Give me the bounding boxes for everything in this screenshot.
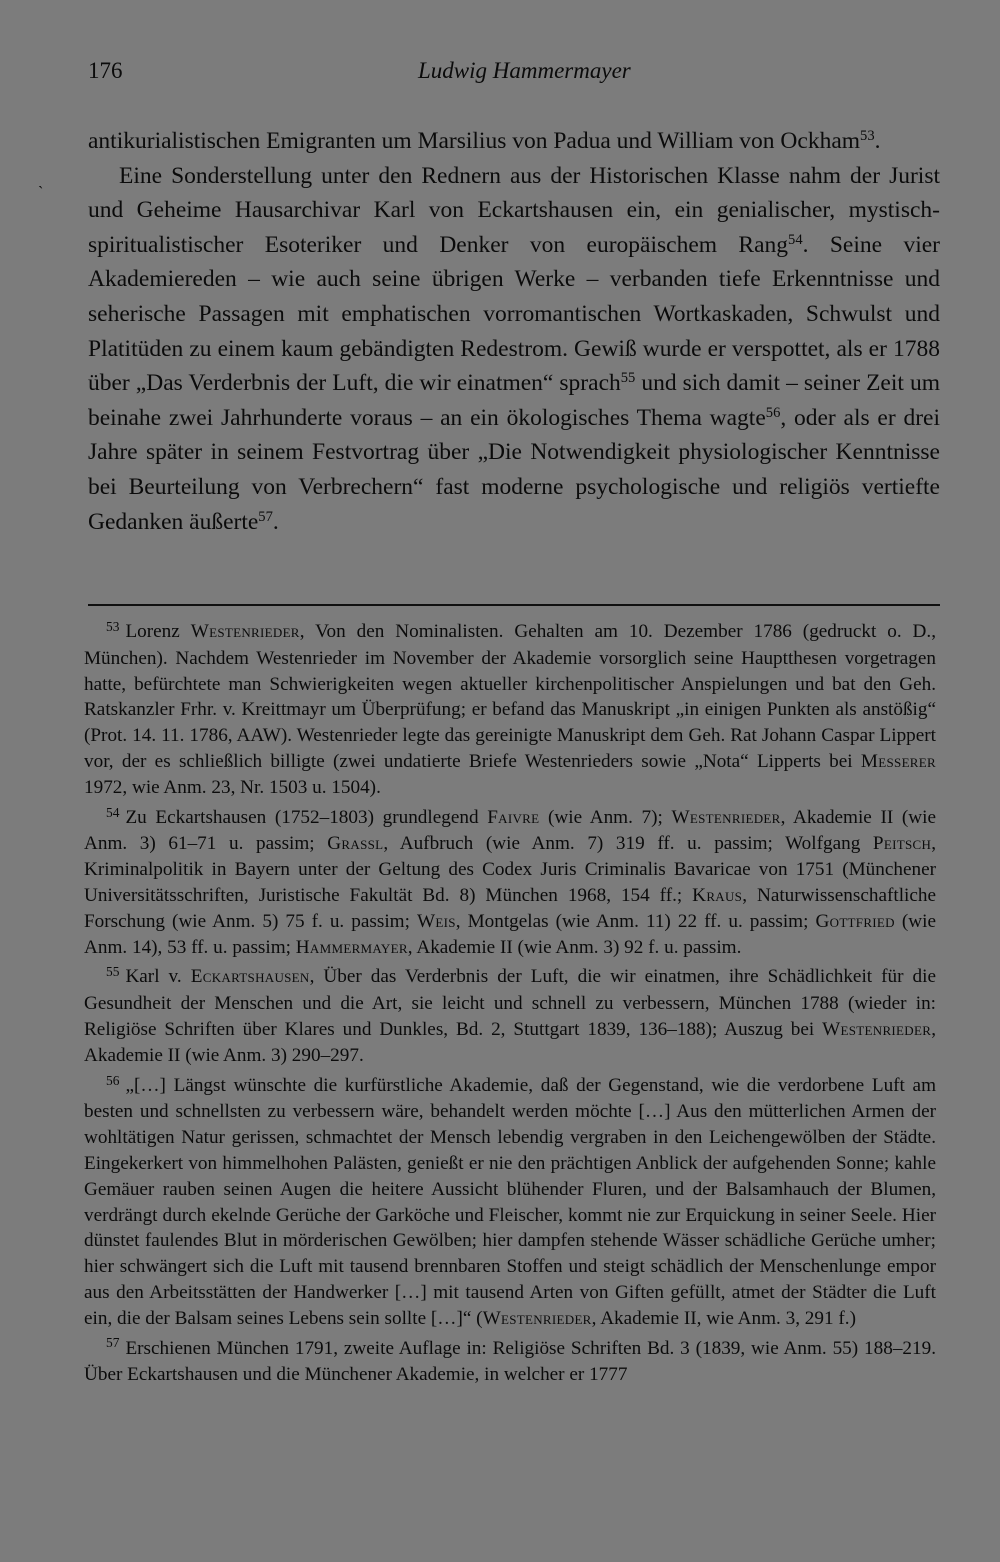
margin-mark: ˎ bbox=[38, 172, 44, 189]
paragraph-text: und sich damit – seiner Zeit um beinahe zwei Jahrhunderte voraus – an ein ökologisches Thema wagte bbox=[88, 370, 940, 431]
paragraph-text: antikurialistischen Emigranten um Marsilius von Padua und William von Ockham bbox=[88, 128, 861, 154]
footnote-number: 57 bbox=[106, 1335, 120, 1351]
running-title: Ludwig Hammermayer bbox=[418, 58, 631, 83]
author-name: Gottfried bbox=[815, 910, 895, 932]
footnote-ref[interactable]: 53 bbox=[860, 128, 875, 144]
footnote-text: , Aufbruch (wie Anm. 7) 319 ff. u. passim; Wolfgang bbox=[383, 833, 873, 855]
footnote-text: , Über das Verderbnis der Luft, die wir einatmen, ihre Schädlichkeit für die Gesundheit der Menschen und die Art, sie leicht und schnell zu verbessern, München 1788 (wieder in: Religiöse Schriften über Klares und Dunkles, Bd. 2, Stuttgart 1839, 136–188); Auszug bei bbox=[84, 966, 936, 1040]
author-name: Peitsch bbox=[872, 833, 932, 855]
footnote-number: 53 bbox=[106, 618, 120, 634]
footnote-ref[interactable]: 55 bbox=[620, 370, 636, 387]
author-name: Westenrieder bbox=[190, 621, 300, 642]
footnote-text: , Akademie II, wie Anm. 3, 291 f.) bbox=[591, 1307, 856, 1329]
footnote-number: 56 bbox=[106, 1072, 120, 1088]
paragraph-text: . Seine vier Akademiereden – wie auch seine übrigen Werke – verbanden tiefe Erkenntnisse und seherische Passagen mit emphatischen vorromantischen Wortkaskaden, Schwulst und Platitüden zu einem kaum gebändigten Redestrom. Gewiß wurde er verspottet, als er 1788 über „Das Verderbnis der Luft, die wir einatmen“ sprach bbox=[88, 231, 940, 397]
footnotes bbox=[84, 619, 936, 1392]
footnote-text: Karl v. bbox=[125, 966, 191, 988]
author-name: Hammermayer bbox=[295, 936, 408, 958]
author-name: Grassl bbox=[327, 833, 384, 855]
footnote-55 bbox=[84, 964, 936, 1068]
author-name: Eckartshausen bbox=[190, 966, 310, 988]
footnote-text: , Akademie II (wie Anm. 3) 61–71 u. passim; bbox=[84, 806, 936, 855]
footnote-text: , Akademie II (wie Anm. 3) 290–297. bbox=[84, 1018, 936, 1066]
footnote-text: „[…] Längst wünschte die kurfürstliche Akademie, daß der Gegenstand, wie die verdorbene Luft am besten und schnellsten zu verbessern wäre, behandelt werden möchte […] Aus den mütterlichen Armen der wohltätigen Natur gerissen, schmachtet der Mensch lebendig vergraben in den Leichengewölben der Städte. Eingekerkert von himmelhohen Palästen, genießt er nie den prächtigen Anblick der aufgehenden Sonne; kahle Gemäuer rauben seinen Augen die heitere Aussicht blühender Fluren, und der Balsamhauch der Blumen, verdrängt durch ekelnde Gerüche der Garköche und Fleischer, kommt nie zur Erquickung in seiner Seele. Hier dünstet faulendes Blut in mörderischen Gewölben; hier dampfen stehende Wässer schädliche Gerüche umher; hier schwängert sich die Luft mit tausend brennbaren Stoffen und steigt schädlich der Menschenlunge empor aus den Arbeitsstätten der Handwerker […] mit tausend Arten von Giften gefüllt, atmet der Städter die Luft ein, die der Balsam seines Lebens sein sollte […]“ ( bbox=[84, 1074, 936, 1329]
footnote-divider bbox=[88, 604, 940, 606]
footnote-text: Erschienen München 1791, zweite Auflage in: Religiöse Schriften Bd. 3 (1839, wie Anm. 55) 188–219. Über Eckartshausen und die Münchener Akademie, in welcher er 1777 bbox=[84, 1337, 936, 1386]
footnote-number: 54 bbox=[106, 804, 120, 820]
footnote-text: , Kriminalpolitik in Bayern unter der Geltung des Codex Juris Criminalis Bavaricae von 1751 (Münchener Universitätsschriften, Juristische Fakultät Bd. 8) München 1968, 154 ff.; bbox=[84, 833, 936, 906]
paragraph-text: , oder als er drei Jahre später in seinem Festvortrag über „Die Notwendigkeit physiologischer Kenntnisse bei Beurteilung von Verbrechern“ fast moderne psychologische und religiös vertiefte Gedanken äußerte bbox=[88, 404, 941, 535]
page-number: 176 bbox=[88, 58, 123, 83]
author-name: Kraus bbox=[692, 884, 743, 906]
author-name: Weis bbox=[416, 910, 456, 932]
footnote-text: (wie Anm. 7); bbox=[539, 806, 672, 828]
footnote-number: 55 bbox=[106, 964, 120, 980]
footnote-54 bbox=[84, 805, 936, 961]
footnote-ref[interactable]: 56 bbox=[765, 404, 781, 421]
footnote-text: Zu Eckartshausen (1752–1803) grundlegend bbox=[125, 806, 488, 828]
main-text bbox=[88, 124, 940, 539]
footnote-text: , Akademie II (wie Anm. 3) 92 f. u. passim. bbox=[407, 936, 742, 958]
footnote-ref[interactable]: 57 bbox=[258, 508, 273, 525]
author-name: Westenrieder bbox=[822, 1018, 932, 1040]
author-name: Westenrieder bbox=[482, 1307, 592, 1329]
paragraph-text: Eine Sonderstellung unter den Rednern aus der Historischen Klasse nahm der Jurist und Geheime Hausarchivar Karl von Eckartshausen ein, ein genialischer, mystisch-spiritualistischer Esoteriker und Denker von europäischem Rang bbox=[88, 162, 940, 258]
author-name: Faivre bbox=[487, 806, 540, 828]
footnote-text: , Montgelas (wie Anm. 11) 22 ff. u. passim; bbox=[455, 910, 816, 932]
paragraph-text: . bbox=[874, 128, 881, 154]
author-name: Messerer bbox=[860, 750, 936, 772]
author-name: Westenrieder bbox=[671, 806, 781, 828]
footnote-53 bbox=[84, 619, 936, 801]
paragraph-2 bbox=[88, 159, 940, 540]
footnote-ref[interactable]: 54 bbox=[788, 231, 803, 248]
running-head bbox=[88, 58, 938, 92]
footnote-56 bbox=[84, 1073, 936, 1332]
footnote-text: (wie Anm. 14), 53 ff. u. passim; bbox=[84, 910, 936, 958]
footnote-text: Lorenz bbox=[125, 621, 191, 642]
footnote-text: , Von den Nominalisten. Gehalten am 10. Dezember 1786 (gedruckt o. D., München). Nachdem Westenrieder im November der Akademie vorsorglich seine Hauptthesen vorgetragen hatte, befürchtete man Schwierigkeiten wegen aktueller kirchenpolitischer Anspielungen und bat den Geh. Ratskanzler Frhr. v. Kreittmayr um Überprüfung; er befand das Manuskript „in einigen Punkten als anstößig“ (Prot. 14. 11. 1786, AAW). Westenrieder legte das gereinigte Manuskript dem Geh. Rat Johann Caspar Lippert vor, der es schließlich billigte (zwei undatierte Briefe Westenrieders sowie „Nota“ Lipperts bei bbox=[84, 621, 936, 772]
footnote-57 bbox=[84, 1336, 936, 1389]
footnote-text: 1972, wie Anm. 23, Nr. 1503 u. 1504). bbox=[84, 776, 381, 798]
paragraph-text: . bbox=[272, 508, 279, 535]
paragraph-1 bbox=[88, 124, 940, 159]
footnote-text: , Naturwissenschaftliche Forschung (wie Anm. 5) 75 f. u. passim; bbox=[84, 884, 936, 932]
